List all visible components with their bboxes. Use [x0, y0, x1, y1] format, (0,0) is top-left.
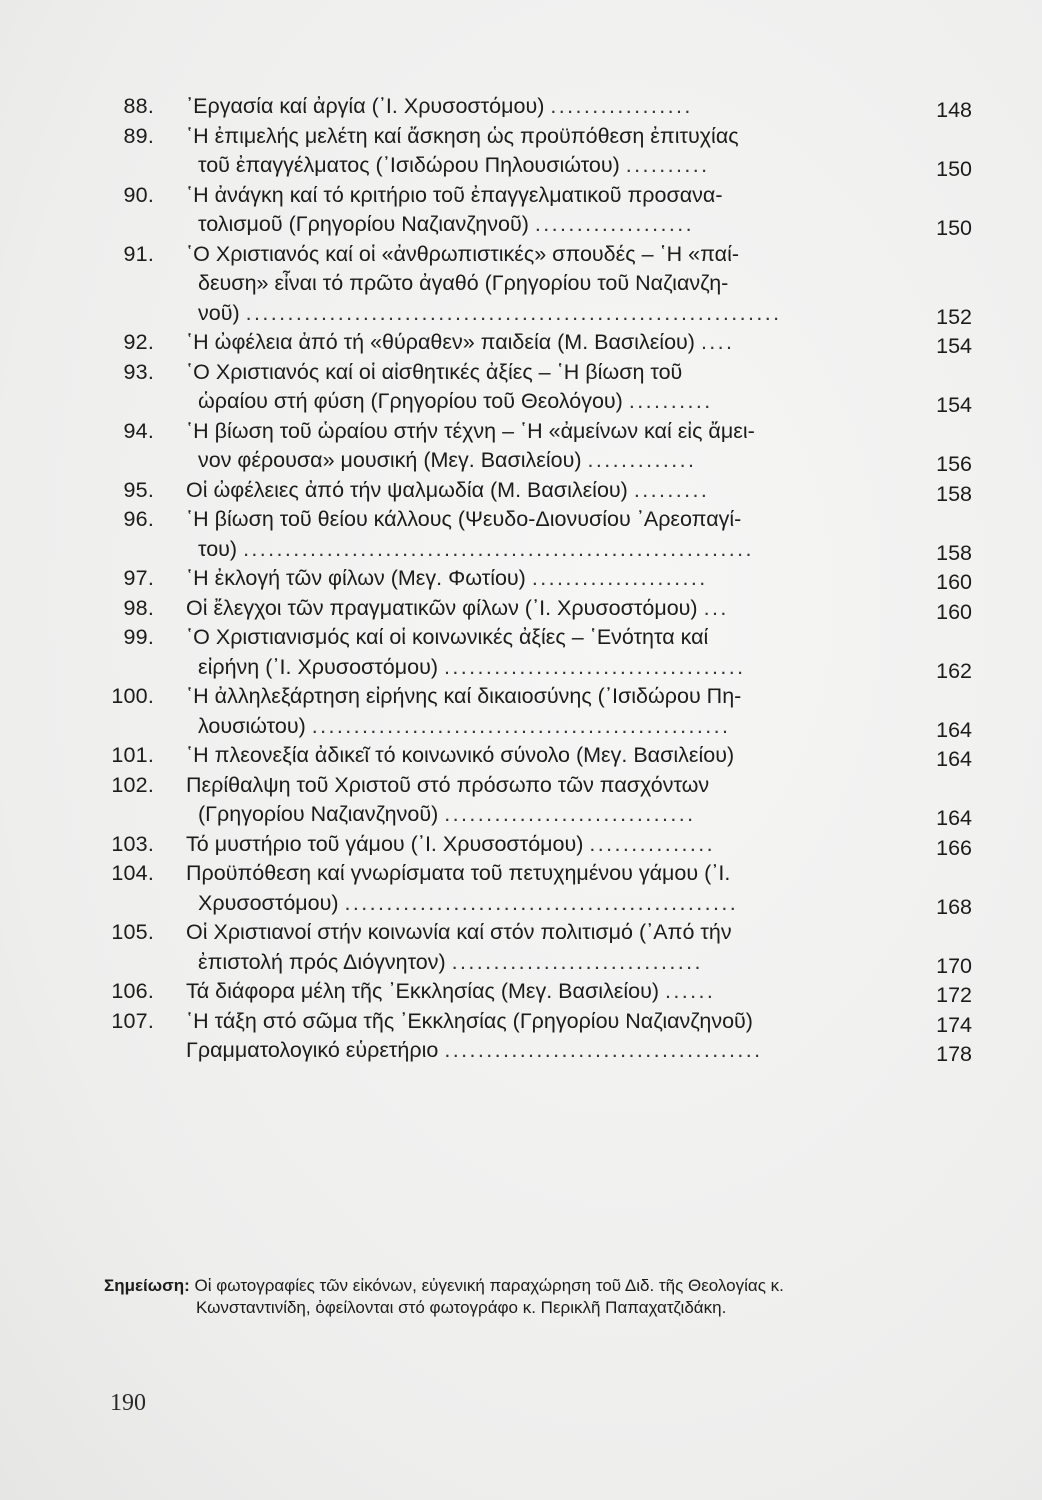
- toc-entry: [104, 682, 984, 741]
- toc-entry-title: [186, 328, 886, 358]
- toc-entry: [104, 594, 984, 624]
- toc-entry-title-line: [198, 948, 886, 978]
- toc-entry-title-line: [198, 299, 886, 329]
- toc-entry-number: 98.: [123, 595, 154, 620]
- toc-entry-title-line: [186, 122, 886, 152]
- toc-entry-title: [186, 771, 886, 830]
- toc-entry-title-line: [186, 859, 886, 889]
- toc-entry-number: 90.: [123, 182, 154, 207]
- toc-entry-number: 95.: [123, 477, 154, 502]
- toc-entry-title-line: [198, 387, 886, 417]
- toc-entry-title-line: [186, 830, 886, 860]
- toc-entry-number: 97.: [123, 566, 154, 590]
- toc-entry-title: [186, 1007, 886, 1037]
- toc-entry-page: 178: [936, 1042, 972, 1066]
- toc-entry-leader-dots: .........: [633, 477, 710, 502]
- toc-entry-title: [186, 417, 886, 476]
- toc-entry-title-line: [186, 741, 886, 771]
- toc-entry-leader-dots: ..........: [625, 153, 710, 177]
- toc-entry-title-line: [186, 682, 886, 712]
- toc-entry-leader-dots: .................: [550, 94, 693, 118]
- toc-entry-page: 158: [936, 481, 972, 506]
- toc-entry-title: [186, 594, 886, 624]
- toc-entry: [104, 977, 984, 1007]
- toc-entry-number: 91.: [123, 241, 154, 266]
- toc-entry-page: 172: [936, 983, 972, 1007]
- toc-entry: [104, 830, 984, 860]
- toc-entry-page: 150: [936, 216, 972, 240]
- toc-entry-title: [186, 1036, 886, 1066]
- toc-entry-title-text: εἰρήνη (᾿Ι. Χρυσοστόμου): [198, 654, 439, 679]
- toc-entry-leader-dots: ................................................................: [245, 300, 782, 325]
- toc-entry-title: [186, 859, 886, 918]
- toc-entry-title-text: ῾Ο Χριστιανός καί οἱ «ἀνθρωπιστικές» σπουδές – ῾Η «παί-: [186, 241, 740, 266]
- toc-entry-number: 99.: [123, 625, 154, 649]
- toc-entry-page: 158: [936, 540, 972, 565]
- toc-entry-title-line: [198, 446, 886, 476]
- toc-entry-leader-dots: ......................................: [444, 1038, 763, 1062]
- toc-entry-number: 88.: [123, 94, 154, 118]
- toc-entry-title-line: [186, 505, 886, 535]
- toc-entry-number: 93.: [123, 359, 154, 384]
- toc-entry-leader-dots: ...................: [534, 212, 694, 236]
- toc-entry-page: 156: [936, 452, 972, 476]
- toc-entry-leader-dots: ...............: [589, 831, 716, 856]
- toc-entry-title-line: [186, 1036, 886, 1066]
- toc-entry-title-line: [198, 151, 886, 181]
- toc-entry-leader-dots: ......: [664, 979, 716, 1003]
- toc-entry-leader-dots: ...............................................: [344, 890, 739, 915]
- toc-entry: [104, 1007, 984, 1037]
- toc-entry-title-line: [186, 240, 886, 270]
- toc-entry-number: 92.: [123, 330, 154, 354]
- toc-entry-title-text: ῾Η ἀλληλεξάρτηση εἰρήνης καί δικαιοσύνης (᾿Ισιδώρου Πη-: [186, 684, 742, 708]
- toc-entry-title-text: ἐπιστολή πρός Διόγνητον): [198, 949, 446, 974]
- toc-entry-title-text: ῾Η ἀνάγκη καί τό κριτήριο τοῦ ἐπαγγελματικοῦ προσανα-: [186, 182, 723, 207]
- toc-entry-title: [186, 682, 886, 741]
- toc-entry-title-line: [186, 328, 886, 358]
- toc-entry-title-text: ῾Η ἐπιμελής μελέτη καί ἄσκηση ὡς προϋπόθεση ἐπιτυχίας: [186, 123, 739, 148]
- toc-entry-number: 102.: [111, 772, 154, 797]
- toc-entry-title-line: [186, 918, 886, 948]
- toc-entry-title-line: [186, 92, 886, 122]
- toc-entry-number: 105.: [111, 920, 154, 944]
- toc-entry-title-line: [186, 1007, 886, 1037]
- toc-entry-leader-dots: .....................: [531, 566, 708, 590]
- toc-entry-number: 96.: [123, 507, 154, 531]
- toc-entry-page: 152: [936, 304, 972, 329]
- toc-entry-title: [186, 830, 886, 860]
- toc-entry-title-text: ῾Η ὠφέλεια ἀπό τή «θύραθεν» παιδεία (Μ. Βασιλείου): [186, 330, 695, 354]
- toc-entry-title-line: [186, 771, 886, 801]
- toc-entry-title-text: Περίθαλψη τοῦ Χριστοῦ στό πρόσωπο τῶν πασχόντων: [186, 772, 710, 797]
- toc-entry-page: 174: [936, 1012, 972, 1037]
- toc-entry-page: 168: [936, 894, 972, 919]
- toc-entry-title-line: [198, 210, 886, 240]
- toc-entry: [104, 623, 984, 682]
- toc-entry-title-text: τολισμοῦ (Γρηγορίου Ναζιανζηνοῦ): [198, 212, 529, 236]
- toc-entry: [104, 240, 984, 329]
- toc-entry-title-line: [198, 653, 886, 683]
- toc-entry: [104, 1036, 984, 1066]
- page-number: 190: [110, 1390, 146, 1416]
- toc-entry-title-text: ᾿Εργασία καί ἀργία (᾿Ι. Χρυσοστόμου): [186, 94, 545, 118]
- toc-entry-page: 148: [936, 98, 972, 122]
- toc-entry-leader-dots: ....................................: [444, 654, 746, 679]
- toc-entry-leader-dots: .............................................................: [243, 536, 754, 561]
- toc-entry-title-text: ῾Η τάξη στό σῶμα τῆς ᾿Εκκλησίας (Γρηγορίου Ναζιανζηνοῦ): [186, 1008, 753, 1033]
- toc-entry-number: 106.: [111, 979, 154, 1003]
- toc-entry-title-text: νον φέρουσα» μουσική (Μεγ. Βασιλείου): [198, 448, 582, 472]
- toc-entry-page: 154: [936, 393, 972, 417]
- toc-entry-title: [186, 918, 886, 977]
- toc-entry-title: [186, 977, 886, 1007]
- toc-entry-leader-dots: ..................................................: [311, 713, 731, 738]
- toc-entry-page: 160: [936, 570, 972, 594]
- toc-entry: [104, 122, 984, 181]
- toc-entry-title: [186, 505, 886, 564]
- toc-entry-title-text: Χρυσοστόμου): [198, 890, 339, 915]
- toc-entry-number: 104.: [111, 861, 154, 885]
- toc-entry-title-line: [186, 476, 886, 506]
- toc-entry-number: 94.: [123, 418, 154, 443]
- toc-entry: [104, 417, 984, 476]
- toc-entry-leader-dots: ....: [700, 330, 735, 354]
- toc-entry-title-text: (Γρηγορίου Ναζιανζηνοῦ): [198, 802, 439, 826]
- toc-entry-title-line: [186, 417, 886, 447]
- toc-entry-title-text: ῾Η βίωση τοῦ ὡραίου στήν τέχνη – ῾Η «ἀμείνων καί εἰς ἄμει-: [186, 418, 755, 443]
- toc-entry-title: [186, 122, 886, 181]
- toc-entry-number: 107.: [111, 1008, 154, 1033]
- toc-entry-title: [186, 240, 886, 329]
- toc-entry-title-text: ῾Ο Χριστιανός καί οἱ αἰσθητικές ἀξίες – ῾Η βίωση τοῦ: [186, 359, 683, 384]
- toc-entry: [104, 181, 984, 240]
- toc-entry-title-line: [186, 358, 886, 388]
- toc-entry-title-text: Γραμματολογικό εὑρετήριο: [186, 1038, 439, 1062]
- toc-entry-title-text: νοῦ): [198, 300, 240, 325]
- toc-entry: [104, 328, 984, 358]
- toc-entry-title: [186, 741, 886, 771]
- toc-entry-title: [186, 92, 886, 122]
- toc-entry-leader-dots: ..........: [628, 389, 713, 413]
- toc-entry-title-line: [198, 535, 886, 565]
- toc-entry-title-text: ῾Η βίωση τοῦ θείου κάλλους (Ψευδο-Διονυσίου ᾿Αρεοπαγί-: [186, 507, 742, 531]
- toc-entry-leader-dots: ..............................: [444, 802, 696, 826]
- toc-entry-title-text: ὡραίου στή φύση (Γρηγορίου τοῦ Θεολόγου): [198, 389, 623, 413]
- toc-entry-page: 162: [936, 658, 972, 683]
- toc-entry-page: 160: [936, 599, 972, 624]
- toc-entry-title-text: λουσιώτου): [198, 713, 306, 738]
- toc-entry-title-line: [186, 181, 886, 211]
- toc-entry-number: 100.: [111, 684, 154, 708]
- toc-entry-page: 150: [936, 157, 972, 181]
- toc-entry-title-text: Οἱ ὠφέλειες ἀπό τήν ψαλμωδία (Μ. Βασιλείου): [186, 477, 628, 502]
- toc-entry-title-text: δευση» εἶναι τό πρῶτο ἀγαθό (Γρηγορίου τοῦ Ναζιανζη-: [198, 271, 729, 295]
- toc-entry-title-line: [186, 977, 886, 1007]
- toc-entry-number: 103.: [111, 831, 154, 856]
- toc-entry: [104, 476, 984, 506]
- toc-entry-leader-dots: ..............................: [451, 949, 703, 974]
- toc-entry: [104, 771, 984, 830]
- toc-entry-title: [186, 564, 886, 594]
- toc-entry-page: 154: [936, 334, 972, 358]
- toc-entry-title-line: [186, 594, 886, 624]
- footnote-text-line1: Οἱ φωτογραφίες τῶν εἰκόνων, εὐγενική παραχώρηση τοῦ Διδ. τῆς Θεολογίας κ.: [189, 1276, 784, 1295]
- toc-entry-title-line: [186, 564, 886, 594]
- toc-entry-leader-dots: ...: [703, 595, 729, 620]
- toc-entry: [104, 859, 984, 918]
- toc-entry-title-line: [198, 889, 886, 919]
- table-of-contents: [104, 92, 984, 1066]
- toc-entry-title-text: Οἱ ἔλεγχοι τῶν πραγματικῶν φίλων (᾿Ι. Χρυσοστόμου): [186, 595, 698, 620]
- toc-entry-title-line: [198, 269, 886, 299]
- toc-entry-title: [186, 181, 886, 240]
- toc-entry-title-line: [198, 800, 886, 830]
- toc-entry-page: 164: [936, 717, 972, 742]
- toc-entry: [104, 92, 984, 122]
- toc-entry: [104, 741, 984, 771]
- toc-entry-title-text: Τά διάφορα μέλη τῆς ᾿Εκκλησίας (Μεγ. Βασιλείου): [186, 979, 659, 1003]
- toc-entry: [104, 358, 984, 417]
- toc-entry-number: 89.: [123, 123, 154, 148]
- toc-entry: [104, 564, 984, 594]
- toc-entry-page: 166: [936, 835, 972, 860]
- toc-entry-title-text: τοῦ ἐπαγγέλματος (᾿Ισιδώρου Πηλουσιώτου): [198, 153, 620, 177]
- toc-entry-title-text: Οἱ Χριστιανοί στήν κοινωνία καί στόν πολιτισμό (᾿Από τήν: [186, 920, 732, 944]
- toc-entry-title: [186, 476, 886, 506]
- toc-entry-title-text: Τό μυστήριο τοῦ γάμου (᾿Ι. Χρυσοστόμου): [186, 831, 584, 856]
- toc-entry: [104, 505, 984, 564]
- toc-entry-title-text: του): [198, 536, 238, 561]
- toc-entry-title-text: ῾Η ἐκλογή τῶν φίλων (Μεγ. Φωτίου): [186, 566, 526, 590]
- toc-entry-title-text: Προϋπόθεση καί γνωρίσματα τοῦ πετυχημένου γάμου (᾿Ι.: [186, 861, 731, 885]
- toc-entry: [104, 918, 984, 977]
- toc-entry-title: [186, 623, 886, 682]
- toc-entry-title-text: ῾Ο Χριστιανισμός καί οἱ κοινωνικές ἀξίες – ῾Ενότητα καί: [186, 625, 709, 649]
- toc-entry-number: 101.: [111, 743, 154, 767]
- footnote-label: Σημείωση:: [104, 1276, 190, 1295]
- toc-entry-page: 170: [936, 953, 972, 978]
- toc-entry-leader-dots: .............: [587, 448, 697, 472]
- toc-entry-title-line: [186, 623, 886, 653]
- footnote-text-line2: Κωνσταντινίδη, ὀφείλονται στό φωτογράφο κ. Περικλῆ Παπαχατζιδάκη.: [196, 1298, 727, 1317]
- footnote: [104, 1275, 964, 1319]
- toc-entry-page: 164: [936, 806, 972, 830]
- toc-entry-title-text: ῾Η πλεονεξία ἀδικεῖ τό κοινωνικό σύνολο (Μεγ. Βασιλείου): [186, 743, 735, 767]
- toc-entry-title-line: [198, 712, 886, 742]
- toc-entry-title: [186, 358, 886, 417]
- toc-entry-page: 164: [936, 747, 972, 771]
